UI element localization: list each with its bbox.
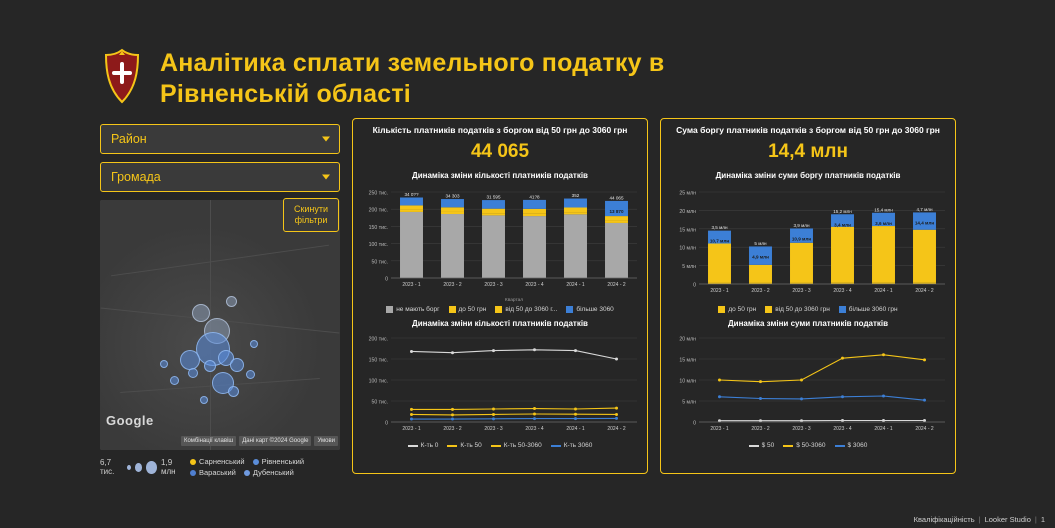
map-credit-shortcuts[interactable]: Комбінації клавіш	[181, 436, 236, 446]
map-credit-terms[interactable]: Умови	[314, 436, 338, 446]
legend-label: до 50 грн	[728, 306, 757, 314]
svg-text:25 млн: 25 млн	[679, 190, 696, 197]
legend-label: $ 50	[761, 442, 775, 450]
legend-swatch-icon	[386, 306, 393, 313]
rivne-oblast-coat-of-arms-icon	[100, 48, 144, 104]
map-bubble[interactable]	[250, 340, 258, 348]
svg-text:200 тис.: 200 тис.	[368, 336, 388, 343]
map-bubble[interactable]	[160, 360, 168, 368]
legend-label: не мають борг	[396, 306, 440, 314]
map-bubble[interactable]	[170, 376, 179, 385]
chart-left-lines-title: Динаміка зміни кількості платників податків	[412, 319, 588, 329]
chart-left-stacked[interactable]	[359, 182, 641, 304]
page-header	[100, 48, 760, 111]
svg-text:2024 - 1: 2024 - 1	[566, 282, 585, 289]
svg-text:2023 - 1: 2023 - 1	[402, 426, 421, 433]
footer-page: 1	[1040, 515, 1045, 524]
legend-label: $ 50-3060	[796, 442, 826, 450]
svg-text:2024 - 2: 2024 - 2	[915, 288, 934, 295]
legend-item[interactable]	[551, 442, 593, 449]
svg-text:2024 - 2: 2024 - 2	[915, 426, 934, 433]
legend-item[interactable]	[566, 306, 613, 313]
panel-left-title: Кількість платників податків з боргом від 50 грн до 3060 грн	[372, 125, 628, 135]
legend-label: К-ть 50-3060	[503, 442, 542, 450]
map-bubble[interactable]	[246, 370, 255, 379]
legend-item[interactable]	[749, 442, 775, 449]
svg-text:Квартал: Квартал	[504, 298, 524, 304]
svg-text:2023 - 3: 2023 - 3	[792, 426, 811, 433]
legend-line-swatch-icon	[551, 445, 561, 447]
panel-right-title: Сума боргу платників податків з боргом від 50 грн до 3060 грн	[676, 125, 940, 135]
svg-text:3,4 млн: 3,4 млн	[834, 222, 851, 228]
legend-item[interactable]	[839, 306, 898, 313]
svg-text:41?8: 41?8	[529, 194, 540, 200]
map-bubble[interactable]	[188, 368, 198, 378]
legend-swatch-icon	[566, 306, 573, 313]
footer-credit	[914, 515, 1045, 524]
legend-label: К-ть 50	[460, 442, 482, 450]
footer-brand: Кваліфікаційність	[913, 515, 975, 524]
legend-label: К-ть 3060	[563, 442, 593, 450]
svg-text:2023 - 2: 2023 - 2	[751, 426, 770, 433]
community-filter-label: Громада	[111, 170, 161, 184]
svg-text:20 млн: 20 млн	[679, 336, 696, 343]
legend-item[interactable]	[408, 442, 439, 449]
legend-label: від 50 до 3060 г...	[505, 306, 558, 314]
svg-text:5 млн: 5 млн	[682, 264, 696, 271]
svg-text:4,9 млн: 4,9 млн	[752, 254, 769, 260]
map-bubble[interactable]	[226, 296, 237, 307]
map-size-legend	[100, 458, 184, 476]
svg-text:200 тис.: 200 тис.	[368, 207, 388, 214]
legend-label: Вараський	[199, 468, 236, 477]
svg-text:150 тис.: 150 тис.	[368, 225, 388, 232]
legend-label: від 50 до 3060 грн	[775, 306, 830, 314]
chart-left-lines-legend	[353, 442, 647, 449]
svg-text:3,9 млн: 3,9 млн	[793, 223, 810, 229]
map-credit-data: Дані карт ©2024 Google	[239, 436, 311, 446]
chart-right-stacked-title: Динаміка зміни суми боргу платників податків	[715, 171, 901, 181]
svg-text:2024 - 2: 2024 - 2	[607, 282, 626, 289]
svg-text:10 млн: 10 млн	[679, 245, 696, 252]
legend-item[interactable]	[765, 306, 830, 313]
chevron-down-icon	[322, 137, 330, 142]
map-bubble[interactable]	[180, 350, 200, 370]
footer-separator: |	[1034, 515, 1037, 524]
legend-swatch-icon	[449, 306, 456, 313]
svg-text:2024 - 2: 2024 - 2	[607, 426, 626, 433]
map-size-min-label: 6,7 тис.	[100, 458, 115, 476]
google-logo: Google	[106, 413, 154, 428]
svg-text:50 тис.: 50 тис.	[371, 399, 388, 406]
map-bubble[interactable]	[200, 396, 208, 404]
legend-label: до 50 грн	[458, 306, 487, 314]
svg-text:13 870: 13 870	[609, 209, 624, 215]
chart-right-lines-legend	[661, 442, 955, 449]
map-credits	[181, 436, 338, 446]
svg-text:50 тис.: 50 тис.	[371, 259, 388, 266]
map-size-max-label: 1,9 млн	[161, 458, 176, 476]
legend-label: більше 3060 грн	[848, 306, 898, 314]
svg-text:15,2 млн: 15,2 млн	[833, 208, 852, 214]
svg-text:2023 - 4: 2023 - 4	[525, 426, 544, 433]
svg-text:2023 - 2: 2023 - 2	[751, 288, 770, 295]
map-bubble[interactable]	[204, 360, 216, 372]
svg-text:0: 0	[385, 420, 388, 427]
legend-label: $ 3060	[847, 442, 868, 450]
svg-text:150 тис.: 150 тис.	[368, 357, 388, 364]
page-title: Аналітика сплати земельного податку в Рівненській області	[160, 49, 665, 109]
svg-text:31 595: 31 595	[486, 194, 501, 200]
legend-line-swatch-icon	[749, 445, 759, 447]
reset-filters-button[interactable]: Скинути фільтри	[283, 198, 339, 232]
svg-text:2023 - 1: 2023 - 1	[710, 426, 729, 433]
legend-item[interactable]	[386, 306, 439, 313]
legend-label: Сарненський	[199, 457, 245, 466]
map-bubble[interactable]	[230, 358, 244, 372]
svg-text:3,6 млн: 3,6 млн	[875, 220, 892, 226]
legend-item[interactable]	[449, 306, 487, 313]
chart-left-stacked-legend	[353, 306, 647, 313]
svg-text:5 млн: 5 млн	[682, 399, 696, 406]
filters-and-map	[100, 124, 340, 477]
svg-text:100 тис.: 100 тис.	[368, 242, 388, 249]
chart-left-stacked-title: Динаміка зміни кількості платників податків	[412, 171, 588, 181]
legend-item[interactable]	[244, 468, 294, 477]
panel-left-kpi: 44 065	[470, 141, 530, 163]
bubble-map[interactable]	[100, 200, 340, 450]
svg-text:100 тис.: 100 тис.	[368, 378, 388, 385]
legend-item[interactable]	[253, 457, 304, 466]
map-bubble[interactable]	[192, 304, 210, 322]
legend-swatch-icon	[495, 306, 502, 313]
chevron-down-icon	[322, 175, 330, 180]
legend-line-swatch-icon	[491, 445, 501, 447]
footer-separator: |	[978, 515, 981, 524]
svg-text:34 0??: 34 0??	[404, 192, 419, 198]
svg-text:352: 352	[571, 193, 580, 199]
svg-text:0: 0	[385, 276, 388, 283]
svg-text:2024 - 1: 2024 - 1	[566, 426, 585, 433]
svg-text:2023 - 3: 2023 - 3	[484, 282, 503, 289]
svg-text:3,5 млн: 3,5 млн	[711, 225, 728, 231]
legend-label: більше 3060	[576, 306, 614, 314]
legend-line-swatch-icon	[408, 445, 418, 447]
map-bubble[interactable]	[228, 386, 239, 397]
svg-text:20 млн: 20 млн	[679, 209, 696, 216]
legend-label: Рівненський	[261, 457, 305, 466]
svg-text:34 303: 34 303	[445, 193, 460, 199]
svg-text:4,7 млн: 4,7 млн	[916, 207, 933, 213]
svg-text:2023 - 4: 2023 - 4	[833, 426, 852, 433]
svg-text:2023 - 4: 2023 - 4	[525, 282, 544, 289]
svg-text:10,7 млн: 10,7 млн	[709, 238, 730, 244]
legend-item[interactable]	[835, 442, 868, 449]
svg-text:15,4 млн: 15,4 млн	[874, 207, 893, 213]
svg-text:10 млн: 10 млн	[679, 378, 696, 385]
bubble-large-icon	[146, 461, 157, 474]
svg-text:2023 - 2: 2023 - 2	[443, 282, 462, 289]
svg-text:2023 - 1: 2023 - 1	[710, 288, 729, 295]
bubble-medium-icon	[135, 463, 142, 472]
svg-text:2023 - 2: 2023 - 2	[443, 426, 462, 433]
chart-right-lines-title: Динаміка зміни суми платників податків	[727, 319, 889, 329]
svg-text:2023 - 4: 2023 - 4	[833, 288, 852, 295]
svg-text:5 млн: 5 млн	[754, 241, 767, 247]
legend-swatch-icon	[839, 306, 846, 313]
district-filter-select[interactable]	[100, 124, 340, 154]
legend-label: К-ть 0	[420, 442, 439, 450]
legend-item[interactable]	[718, 306, 756, 313]
svg-text:2023 - 1: 2023 - 1	[402, 282, 421, 289]
legend-swatch-icon	[718, 306, 725, 313]
svg-text:15 млн: 15 млн	[679, 227, 696, 234]
svg-text:14,4 млн: 14,4 млн	[914, 220, 935, 226]
svg-text:10,9 млн: 10,9 млн	[791, 236, 812, 242]
legend-line-swatch-icon	[783, 445, 793, 447]
panel-debt-sum	[660, 118, 956, 474]
bubble-small-icon	[127, 465, 131, 470]
legend-item[interactable]	[491, 442, 542, 449]
svg-text:15 млн: 15 млн	[679, 357, 696, 364]
svg-text:44 065: 44 065	[609, 195, 624, 201]
svg-text:0: 0	[693, 420, 696, 427]
chart-left-lines[interactable]	[359, 330, 641, 440]
legend-item[interactable]	[495, 306, 557, 313]
panel-taxpayer-count	[352, 118, 648, 474]
community-filter-select[interactable]	[100, 162, 340, 192]
legend-item[interactable]	[447, 442, 481, 449]
svg-text:2024 - 1: 2024 - 1	[874, 288, 893, 295]
svg-text:250 тис.: 250 тис.	[368, 190, 388, 197]
chart-right-stacked-legend	[661, 306, 955, 313]
legend-line-swatch-icon	[447, 445, 457, 447]
legend-swatch-icon	[765, 306, 772, 313]
map-category-legend	[190, 457, 340, 477]
panel-right-kpi: 14,4 млн	[768, 141, 848, 163]
legend-item[interactable]	[190, 457, 245, 466]
chart-right-lines[interactable]	[667, 330, 949, 440]
legend-item[interactable]	[783, 442, 825, 449]
footer-tool: Looker Studio	[984, 515, 1031, 524]
svg-text:2024 - 1: 2024 - 1	[874, 426, 893, 433]
svg-text:2023 - 3: 2023 - 3	[484, 426, 503, 433]
svg-text:0: 0	[693, 282, 696, 289]
legend-line-swatch-icon	[835, 445, 845, 447]
district-filter-label: Район	[111, 132, 147, 146]
legend-label: Дубенський	[252, 468, 294, 477]
legend-item[interactable]	[190, 468, 236, 477]
svg-text:2023 - 3: 2023 - 3	[792, 288, 811, 295]
chart-right-stacked[interactable]	[667, 182, 949, 304]
map-legend	[100, 457, 340, 477]
